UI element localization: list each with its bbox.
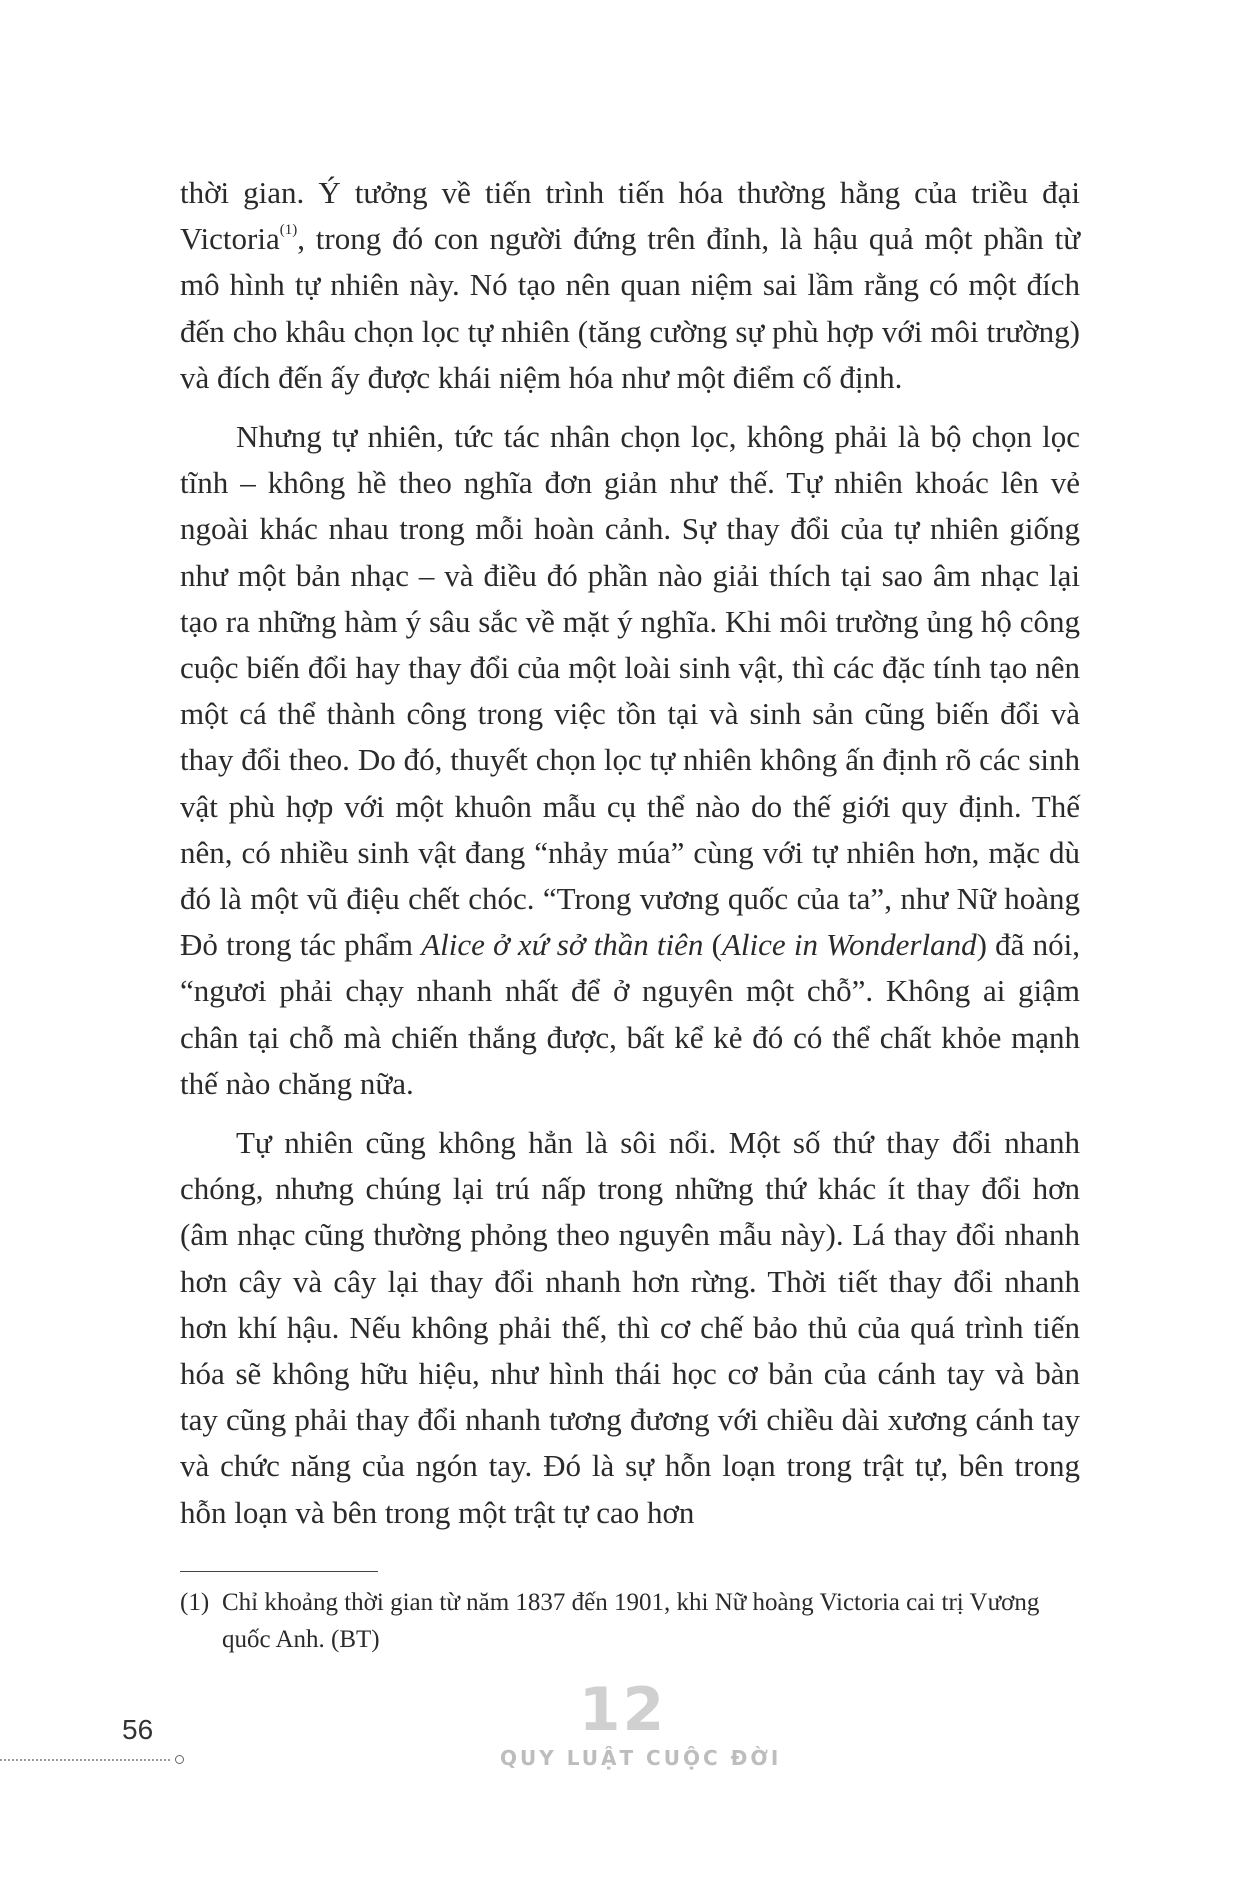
brand-title: QUY LUẬT CUỘC ĐỜI (500, 1746, 782, 1770)
paragraph-1 (180, 170, 1080, 401)
dotted-line-decoration (0, 1759, 170, 1761)
footnote-reference: (1) (279, 222, 298, 239)
paragraph-1-part-b: , trong đó con người đứng trên đỉnh, là hậu quả một phần từ mô hình tự nhiên này. Nó tạo nên quan niệm sai lầm rằng có một đích đến cho khâu chọn lọc tự nhiên (tăng cường sự phù hợp với môi trường) và đích đến ấy được khái niệm hóa như một điểm cố định. (180, 221, 1080, 395)
paragraph-3 (180, 1120, 1080, 1536)
footnote (180, 1584, 1080, 1658)
paragraph-2-part-c: ) đã nói, “ngươi phải chạy nhanh nhất để ở nguyên một chỗ”. Không ai giậm chân tại chỗ mà chiến thắng được, bất kể kẻ đó có thể chất khỏe mạnh thế nào chăng nữa. (180, 927, 1080, 1101)
page-number: 56 (122, 1714, 154, 1745)
paragraph-2-part-a: Nhưng tự nhiên, tức tác nhân chọn lọc, không phải là bộ chọn lọc tĩnh – không hề theo nghĩa đơn giản như thế. Tự nhiên khoác lên vẻ ngoài khác nhau trong mỗi hoàn cảnh. Sự thay đổi của tự nhiên giống như một bản nhạc – và điều đó phần nào giải thích tại sao âm nhạc lại tạo ra những hàm ý sâu sắc về mặt ý nghĩa. Khi môi trường ủng hộ công cuộc biến đổi hay thay đổi của một loài sinh vật, thì các đặc tính tạo nên một cá thể thành công trong việc tồn tại và sinh sản cũng biến đổi và thay đổi theo. Do đó, thuyết chọn lọc tự nhiên không ấn định rõ các sinh vật phù hợp với một khuôn mẫu cụ thể nào do thế giới quy định. Thế nên, có nhiều sinh vật đang “nhảy múa” cùng với tự nhiên hơn, mặc dù đó là một vũ điệu chết chóc. “Trong vương quốc của ta”, như Nữ hoàng Đỏ trong tác phẩm (180, 419, 1080, 963)
paragraph-2-part-b: ( (703, 927, 722, 963)
book-brand (500, 1675, 782, 1770)
footnote-divider (180, 1571, 378, 1572)
paragraph-3-text: Tự nhiên cũng không hẳn là sôi nổi. Một số thứ thay đổi nhanh chóng, nhưng chúng lại trú nấp trong những thứ khác ít thay đổi hơn (âm nhạc cũng thường phỏng theo nguyên mẫu này). Lá thay đổi nhanh hơn cây và cây lại thay đổi nhanh hơn rừng. Thời tiết thay đổi nhanh hơn khí hậu. Nếu không phải thế, thì cơ chế bảo thủ của quá trình tiến hóa sẽ không hữu hiệu, như hình thái học cơ bản của cánh tay và bàn tay cũng phải thay đổi nhanh tương đương với chiều dài xương cánh tay và chức năng của ngón tay. Đó là sự hỗn loạn trong trật tự, bên trong hỗn loạn và bên trong một trật tự cao hơn (180, 1125, 1080, 1530)
footnote-text: Chỉ khoảng thời gian từ năm 1837 đến 1901, khi Nữ hoàng Victoria cai trị Vương quốc Anh. (BT) (222, 1589, 1040, 1653)
body-text (180, 170, 1080, 1536)
circle-icon (175, 1755, 184, 1764)
brand-number: 12 (578, 1675, 667, 1745)
book-title-english: Alice in Wonderland (721, 927, 977, 963)
book-title-vietnamese: Alice ở xứ sở thần tiên (421, 927, 704, 963)
paragraph-1-part-a: thời gian. Ý tưởng về tiến trình tiến hóa thường hằng của triều đại Victoria (180, 175, 1080, 257)
footnote-number: (1) (180, 1589, 210, 1616)
paragraph-2 (180, 414, 1080, 1107)
